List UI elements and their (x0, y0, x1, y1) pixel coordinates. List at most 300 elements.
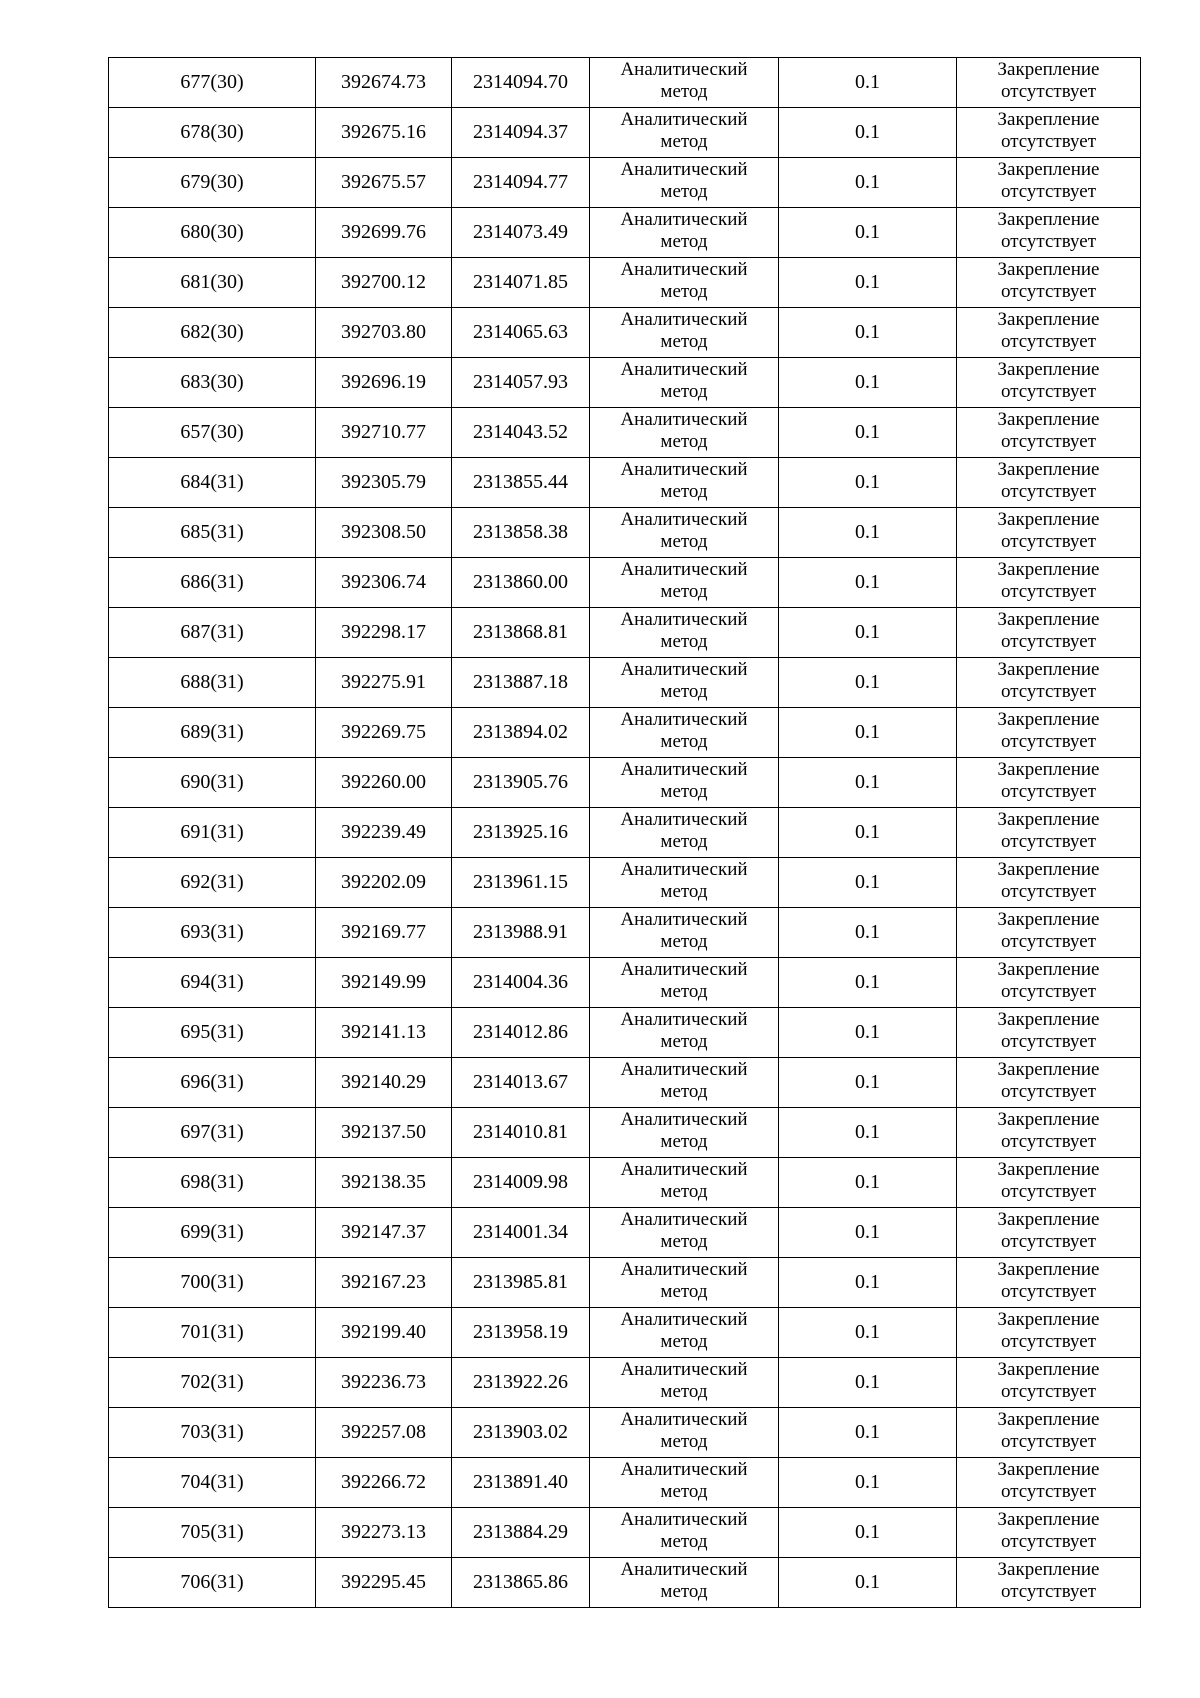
fixing-description-text-line: Закрепление (997, 209, 1100, 230)
point-number-cell: 688(31) (109, 658, 316, 708)
fixing-description-text-line: отсутствует (1000, 231, 1097, 252)
point-number-cell: 682(30) (109, 308, 316, 358)
method-cell (590, 858, 779, 908)
table-row (109, 258, 1141, 308)
point-number-cell: 705(31) (109, 1508, 316, 1558)
method-text-line: метод (660, 731, 708, 752)
accuracy-cell: 0.1 (779, 908, 957, 958)
accuracy-cell: 0.1 (779, 558, 957, 608)
fixing-description-text-line: Закрепление (997, 809, 1100, 830)
accuracy-cell: 0.1 (779, 1558, 957, 1608)
point-number-cell: 699(31) (109, 1208, 316, 1258)
accuracy-cell: 0.1 (779, 1458, 957, 1508)
x-coordinate-cell: 392169.77 (316, 908, 452, 958)
y-coordinate-cell: 2314013.67 (452, 1058, 590, 1108)
method-text-line: Аналитический (620, 59, 748, 80)
method-cell (590, 908, 779, 958)
y-coordinate-cell: 2313922.26 (452, 1358, 590, 1408)
fixing-description-cell (957, 658, 1141, 708)
accuracy-cell: 0.1 (779, 958, 957, 1008)
method-text-line: Аналитический (620, 1209, 748, 1230)
fixing-description-text-line: отсутствует (1000, 681, 1097, 702)
y-coordinate-cell: 2314001.34 (452, 1208, 590, 1258)
table-row (109, 358, 1141, 408)
point-number-cell: 687(31) (109, 608, 316, 658)
fixing-description-text-line: Закрепление (997, 109, 1100, 130)
method-text-line: метод (660, 231, 708, 252)
method-text-line: Аналитический (620, 1309, 748, 1330)
method-text-line: Аналитический (620, 1409, 748, 1430)
fixing-description-text-line: отсутствует (1000, 181, 1097, 202)
method-text-line: Аналитический (620, 809, 748, 830)
fixing-description-cell (957, 458, 1141, 508)
method-cell (590, 808, 779, 858)
method-text-line: Аналитический (620, 709, 748, 730)
x-coordinate-cell: 392700.12 (316, 258, 452, 308)
y-coordinate-cell: 2314094.77 (452, 158, 590, 208)
fixing-description-text-line: Закрепление (997, 609, 1100, 630)
fixing-description-cell (957, 1258, 1141, 1308)
point-number-cell: 681(30) (109, 258, 316, 308)
accuracy-cell: 0.1 (779, 408, 957, 458)
accuracy-cell: 0.1 (779, 1308, 957, 1358)
fixing-description-text-line: отсутствует (1000, 831, 1097, 852)
fixing-description-text-line: отсутствует (1000, 1131, 1097, 1152)
method-text-line: Аналитический (620, 1559, 748, 1580)
method-text-line: метод (660, 881, 708, 902)
fixing-description-cell (957, 208, 1141, 258)
y-coordinate-cell: 2313855.44 (452, 458, 590, 508)
fixing-description-cell (957, 1458, 1141, 1508)
fixing-description-cell (957, 508, 1141, 558)
fixing-description-text-line: отсутствует (1000, 781, 1097, 802)
table-row (109, 158, 1141, 208)
method-text-line: Аналитический (620, 559, 748, 580)
x-coordinate-cell: 392710.77 (316, 408, 452, 458)
method-text-line: Аналитический (620, 1009, 748, 1030)
fixing-description-cell (957, 108, 1141, 158)
point-number-cell: 679(30) (109, 158, 316, 208)
fixing-description-text-line: Закрепление (997, 1259, 1100, 1280)
x-coordinate-cell: 392147.37 (316, 1208, 452, 1258)
fixing-description-text-line: отсутствует (1000, 1331, 1097, 1352)
fixing-description-text-line: отсутствует (1000, 1081, 1097, 1102)
point-number-cell: 678(30) (109, 108, 316, 158)
method-text-line: метод (660, 831, 708, 852)
method-cell (590, 1358, 779, 1408)
fixing-description-text-line: отсутствует (1000, 381, 1097, 402)
method-text-line: Аналитический (620, 1459, 748, 1480)
method-text-line: Аналитический (620, 459, 748, 480)
method-text-line: Аналитический (620, 1359, 748, 1380)
accuracy-cell: 0.1 (779, 658, 957, 708)
fixing-description-text-line: отсутствует (1000, 881, 1097, 902)
method-text-line: Аналитический (620, 759, 748, 780)
method-cell (590, 1558, 779, 1608)
accuracy-cell: 0.1 (779, 158, 957, 208)
table-row (109, 208, 1141, 258)
point-number-cell: 691(31) (109, 808, 316, 858)
y-coordinate-cell: 2314065.63 (452, 308, 590, 358)
table-row (109, 1258, 1141, 1308)
fixing-description-text-line: Закрепление (997, 1359, 1100, 1380)
fixing-description-text-line: Закрепление (997, 459, 1100, 480)
method-cell (590, 1008, 779, 1058)
y-coordinate-cell: 2314004.36 (452, 958, 590, 1008)
method-text-line: Аналитический (620, 1159, 748, 1180)
fixing-description-text-line: Закрепление (997, 909, 1100, 930)
method-cell (590, 1108, 779, 1158)
x-coordinate-cell: 392269.75 (316, 708, 452, 758)
method-text-line: метод (660, 131, 708, 152)
method-text-line: метод (660, 281, 708, 302)
fixing-description-cell (957, 808, 1141, 858)
coordinates-table (108, 57, 1141, 1608)
table-row (109, 908, 1141, 958)
fixing-description-text-line: Закрепление (997, 59, 1100, 80)
point-number-cell: 695(31) (109, 1008, 316, 1058)
fixing-description-text-line: отсутствует (1000, 631, 1097, 652)
fixing-description-text-line: Закрепление (997, 559, 1100, 580)
accuracy-cell: 0.1 (779, 1258, 957, 1308)
fixing-description-cell (957, 1308, 1141, 1358)
x-coordinate-cell: 392295.45 (316, 1558, 452, 1608)
fixing-description-text-line: отсутствует (1000, 331, 1097, 352)
point-number-cell: 702(31) (109, 1358, 316, 1408)
method-text-line: метод (660, 1181, 708, 1202)
x-coordinate-cell: 392674.73 (316, 58, 452, 108)
y-coordinate-cell: 2314073.49 (452, 208, 590, 258)
y-coordinate-cell: 2313887.18 (452, 658, 590, 708)
point-number-cell: 696(31) (109, 1058, 316, 1108)
fixing-description-text-line: Закрепление (997, 759, 1100, 780)
accuracy-cell: 0.1 (779, 308, 957, 358)
fixing-description-text-line: отсутствует (1000, 1231, 1097, 1252)
fixing-description-cell (957, 1508, 1141, 1558)
x-coordinate-cell: 392306.74 (316, 558, 452, 608)
table-row (109, 508, 1141, 558)
y-coordinate-cell: 2313988.91 (452, 908, 590, 958)
point-number-cell: 683(30) (109, 358, 316, 408)
x-coordinate-cell: 392675.16 (316, 108, 452, 158)
y-coordinate-cell: 2313985.81 (452, 1258, 590, 1308)
accuracy-cell: 0.1 (779, 1058, 957, 1108)
y-coordinate-cell: 2313925.16 (452, 808, 590, 858)
table-row (109, 808, 1141, 858)
method-cell (590, 458, 779, 508)
point-number-cell: 694(31) (109, 958, 316, 1008)
accuracy-cell: 0.1 (779, 858, 957, 908)
y-coordinate-cell: 2314057.93 (452, 358, 590, 408)
y-coordinate-cell: 2313891.40 (452, 1458, 590, 1508)
method-text-line: метод (660, 1481, 708, 1502)
method-text-line: метод (660, 1231, 708, 1252)
fixing-description-text-line: Закрепление (997, 1559, 1100, 1580)
accuracy-cell: 0.1 (779, 1508, 957, 1558)
method-text-line: Аналитический (620, 859, 748, 880)
fixing-description-cell (957, 1058, 1141, 1108)
method-cell (590, 708, 779, 758)
point-number-cell: 685(31) (109, 508, 316, 558)
x-coordinate-cell: 392260.00 (316, 758, 452, 808)
y-coordinate-cell: 2313868.81 (452, 608, 590, 658)
fixing-description-text-line: отсутствует (1000, 931, 1097, 952)
fixing-description-text-line: отсутствует (1000, 131, 1097, 152)
fixing-description-text-line: Закрепление (997, 1309, 1100, 1330)
method-text-line: Аналитический (620, 209, 748, 230)
accuracy-cell: 0.1 (779, 608, 957, 658)
fixing-description-text-line: отсутствует (1000, 1481, 1097, 1502)
table-row (109, 858, 1141, 908)
x-coordinate-cell: 392273.13 (316, 1508, 452, 1558)
fixing-description-text-line: Закрепление (997, 1009, 1100, 1030)
fixing-description-text-line: отсутствует (1000, 1181, 1097, 1202)
method-cell (590, 1308, 779, 1358)
point-number-cell: 689(31) (109, 708, 316, 758)
x-coordinate-cell: 392675.57 (316, 158, 452, 208)
y-coordinate-cell: 2314009.98 (452, 1158, 590, 1208)
method-text-line: Аналитический (620, 609, 748, 630)
fixing-description-cell (957, 958, 1141, 1008)
method-text-line: метод (660, 181, 708, 202)
fixing-description-text-line: отсутствует (1000, 281, 1097, 302)
fixing-description-cell (957, 1108, 1141, 1158)
method-cell (590, 958, 779, 1008)
table-row (109, 408, 1141, 458)
fixing-description-text-line: Закрепление (997, 509, 1100, 530)
fixing-description-text-line: отсутствует (1000, 1281, 1097, 1302)
fixing-description-text-line: Закрепление (997, 1459, 1100, 1480)
method-text-line: метод (660, 81, 708, 102)
point-number-cell: 677(30) (109, 58, 316, 108)
method-cell (590, 1458, 779, 1508)
fixing-description-text-line: отсутствует (1000, 981, 1097, 1002)
method-text-line: метод (660, 1281, 708, 1302)
table-row (109, 1058, 1141, 1108)
table-row (109, 658, 1141, 708)
method-text-line: метод (660, 781, 708, 802)
accuracy-cell: 0.1 (779, 258, 957, 308)
method-text-line: Аналитический (620, 1259, 748, 1280)
table-row (109, 758, 1141, 808)
accuracy-cell: 0.1 (779, 1408, 957, 1458)
fixing-description-cell (957, 1158, 1141, 1208)
y-coordinate-cell: 2314012.86 (452, 1008, 590, 1058)
fixing-description-text-line: Закрепление (997, 1509, 1100, 1530)
fixing-description-text-line: Закрепление (997, 959, 1100, 980)
x-coordinate-cell: 392199.40 (316, 1308, 452, 1358)
method-text-line: Аналитический (620, 1109, 748, 1130)
fixing-description-text-line: отсутствует (1000, 731, 1097, 752)
table-row (109, 1358, 1141, 1408)
x-coordinate-cell: 392141.13 (316, 1008, 452, 1058)
method-text-line: Аналитический (620, 309, 748, 330)
y-coordinate-cell: 2313903.02 (452, 1408, 590, 1458)
fixing-description-cell (957, 1558, 1141, 1608)
method-text-line: метод (660, 681, 708, 702)
fixing-description-text-line: отсутствует (1000, 581, 1097, 602)
method-text-line: метод (660, 1581, 708, 1602)
fixing-description-text-line: Закрепление (997, 259, 1100, 280)
table-row (109, 458, 1141, 508)
x-coordinate-cell: 392696.19 (316, 358, 452, 408)
point-number-cell: 693(31) (109, 908, 316, 958)
fixing-description-cell (957, 408, 1141, 458)
method-text-line: Аналитический (620, 109, 748, 130)
method-text-line: Аналитический (620, 409, 748, 430)
fixing-description-text-line: отсутствует (1000, 531, 1097, 552)
y-coordinate-cell: 2313905.76 (452, 758, 590, 808)
method-cell (590, 558, 779, 608)
y-coordinate-cell: 2314043.52 (452, 408, 590, 458)
method-cell (590, 608, 779, 658)
method-text-line: метод (660, 631, 708, 652)
fixing-description-cell (957, 258, 1141, 308)
method-cell (590, 358, 779, 408)
x-coordinate-cell: 392305.79 (316, 458, 452, 508)
point-number-cell: 686(31) (109, 558, 316, 608)
point-number-cell: 697(31) (109, 1108, 316, 1158)
y-coordinate-cell: 2313884.29 (452, 1508, 590, 1558)
method-cell (590, 658, 779, 708)
method-cell (590, 758, 779, 808)
table-row (109, 1108, 1141, 1158)
fixing-description-text-line: Закрепление (997, 409, 1100, 430)
fixing-description-cell (957, 608, 1141, 658)
method-text-line: метод (660, 1331, 708, 1352)
x-coordinate-cell: 392703.80 (316, 308, 452, 358)
fixing-description-text-line: отсутствует (1000, 481, 1097, 502)
method-text-line: метод (660, 1131, 708, 1152)
method-text-line: метод (660, 1081, 708, 1102)
method-cell (590, 1058, 779, 1108)
method-text-line: Аналитический (620, 959, 748, 980)
x-coordinate-cell: 392266.72 (316, 1458, 452, 1508)
method-cell (590, 308, 779, 358)
fixing-description-text-line: отсутствует (1000, 1031, 1097, 1052)
method-text-line: Аналитический (620, 509, 748, 530)
point-number-cell: 703(31) (109, 1408, 316, 1458)
method-cell (590, 208, 779, 258)
fixing-description-text-line: Закрепление (997, 359, 1100, 380)
method-text-line: метод (660, 431, 708, 452)
method-cell (590, 1258, 779, 1308)
method-text-line: метод (660, 581, 708, 602)
fixing-description-text-line: отсутствует (1000, 1431, 1097, 1452)
fixing-description-cell (957, 758, 1141, 808)
x-coordinate-cell: 392699.76 (316, 208, 452, 258)
point-number-cell: 657(30) (109, 408, 316, 458)
x-coordinate-cell: 392308.50 (316, 508, 452, 558)
x-coordinate-cell: 392239.49 (316, 808, 452, 858)
accuracy-cell: 0.1 (779, 108, 957, 158)
method-text-line: Аналитический (620, 259, 748, 280)
table-row (109, 58, 1141, 108)
table-body (109, 58, 1141, 1608)
y-coordinate-cell: 2313894.02 (452, 708, 590, 758)
method-text-line: Аналитический (620, 359, 748, 380)
method-cell (590, 58, 779, 108)
point-number-cell: 704(31) (109, 1458, 316, 1508)
fixing-description-cell (957, 1208, 1141, 1258)
fixing-description-text-line: Закрепление (997, 859, 1100, 880)
point-number-cell: 680(30) (109, 208, 316, 258)
fixing-description-cell (957, 158, 1141, 208)
method-text-line: метод (660, 1431, 708, 1452)
method-text-line: метод (660, 1531, 708, 1552)
table-row (109, 1508, 1141, 1558)
fixing-description-text-line: отсутствует (1000, 1581, 1097, 1602)
x-coordinate-cell: 392275.91 (316, 658, 452, 708)
y-coordinate-cell: 2314094.70 (452, 58, 590, 108)
fixing-description-text-line: Закрепление (997, 1109, 1100, 1130)
method-text-line: Аналитический (620, 1059, 748, 1080)
method-cell (590, 408, 779, 458)
y-coordinate-cell: 2313961.15 (452, 858, 590, 908)
accuracy-cell: 0.1 (779, 1358, 957, 1408)
fixing-description-cell (957, 908, 1141, 958)
x-coordinate-cell: 392257.08 (316, 1408, 452, 1458)
point-number-cell: 706(31) (109, 1558, 316, 1608)
accuracy-cell: 0.1 (779, 1158, 957, 1208)
fixing-description-text-line: Закрепление (997, 1059, 1100, 1080)
table-row (109, 558, 1141, 608)
fixing-description-cell (957, 708, 1141, 758)
method-cell (590, 1208, 779, 1258)
method-text-line: метод (660, 481, 708, 502)
x-coordinate-cell: 392137.50 (316, 1108, 452, 1158)
point-number-cell: 684(31) (109, 458, 316, 508)
fixing-description-cell (957, 58, 1141, 108)
table-row (109, 1008, 1141, 1058)
accuracy-cell: 0.1 (779, 458, 957, 508)
table-row (109, 708, 1141, 758)
fixing-description-text-line: Закрепление (997, 309, 1100, 330)
y-coordinate-cell: 2314094.37 (452, 108, 590, 158)
fixing-description-text-line: Закрепление (997, 1209, 1100, 1230)
accuracy-cell: 0.1 (779, 758, 957, 808)
method-text-line: метод (660, 931, 708, 952)
method-cell (590, 508, 779, 558)
method-text-line: метод (660, 1031, 708, 1052)
fixing-description-text-line: Закрепление (997, 159, 1100, 180)
fixing-description-cell (957, 1358, 1141, 1408)
method-text-line: Аналитический (620, 159, 748, 180)
accuracy-cell: 0.1 (779, 808, 957, 858)
method-text-line: Аналитический (620, 659, 748, 680)
x-coordinate-cell: 392167.23 (316, 1258, 452, 1308)
accuracy-cell: 0.1 (779, 1208, 957, 1258)
fixing-description-text-line: отсутствует (1000, 1531, 1097, 1552)
table-row (109, 608, 1141, 658)
table-row (109, 1308, 1141, 1358)
table-row (109, 1458, 1141, 1508)
accuracy-cell: 0.1 (779, 58, 957, 108)
method-text-line: Аналитический (620, 909, 748, 930)
method-text-line: метод (660, 1381, 708, 1402)
method-text-line: метод (660, 981, 708, 1002)
fixing-description-text-line: отсутствует (1000, 81, 1097, 102)
fixing-description-text-line: Закрепление (997, 1159, 1100, 1180)
point-number-cell: 690(31) (109, 758, 316, 808)
fixing-description-text-line: Закрепление (997, 659, 1100, 680)
x-coordinate-cell: 392202.09 (316, 858, 452, 908)
method-cell (590, 258, 779, 308)
y-coordinate-cell: 2313858.38 (452, 508, 590, 558)
fixing-description-text-line: отсутствует (1000, 431, 1097, 452)
method-text-line: метод (660, 381, 708, 402)
y-coordinate-cell: 2314010.81 (452, 1108, 590, 1158)
